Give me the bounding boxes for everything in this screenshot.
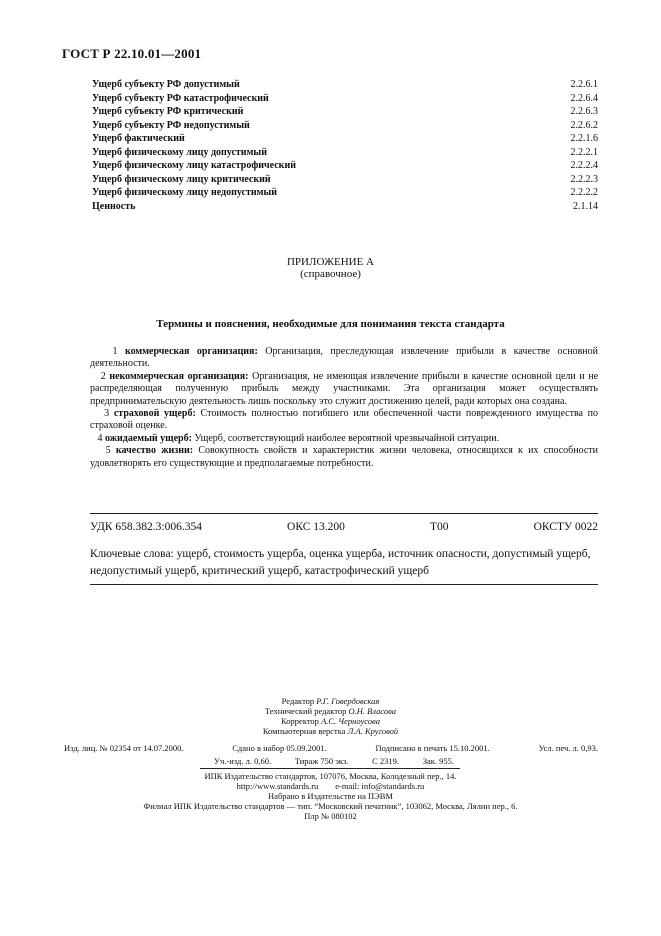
term-name: качество жизни:: [115, 445, 194, 457]
index-ref: 2.1.14: [573, 200, 598, 212]
editor-line: [0, 716, 661, 726]
index-ref: 2.2.2.1: [570, 146, 598, 158]
c-code: С 2319.: [372, 756, 399, 766]
imprint-block: [0, 771, 661, 821]
set-date: Сдано в набор 05.09.2001.: [232, 743, 327, 753]
term-paragraph: [90, 371, 598, 408]
print-sheets: Усл. печ. л. 0,93.: [538, 743, 598, 753]
editor-role: Технический редактор: [264, 706, 347, 716]
publishing-row-1: [64, 743, 598, 753]
index-term: Ущерб субъекту РФ недопустимый: [92, 119, 250, 131]
index-term: Ущерб фактический: [92, 133, 185, 144]
editor-name: Л.А. Круговой: [347, 726, 399, 736]
term-number: 3: [104, 408, 110, 420]
imprint-typeset: Набрано в Издательстве на ПЭВМ: [268, 791, 393, 801]
keywords: Ключевые слова: ущерб, стоимость ущерба, оценка ущерба, источник опасности, допустимый ущерб, недопустимый ущерб, критический ущерб, катастрофический ущерб: [90, 548, 591, 577]
okstu-code: ОКСТУ 0022: [533, 521, 598, 533]
index-entry: [92, 105, 598, 119]
term-text: Ущерб, соответствующий наиболее вероятной чрезвычайной ситуации.: [194, 432, 500, 444]
license: Изд. лиц. № 02354 от 14.07.2000.: [64, 743, 184, 753]
index-entry: [92, 200, 598, 214]
oks-code: ОКС 13.200: [287, 521, 345, 533]
term-name: ожидаемый ущерб:: [105, 432, 192, 444]
print-run: Тираж 750 экз.: [294, 756, 349, 766]
index-entry: [92, 173, 598, 187]
index-entry: [92, 159, 598, 173]
index-ref: 2.2.6.2: [570, 119, 598, 131]
print-date: Подписано в печать 15.10.2001.: [375, 743, 490, 753]
index-ref: 2.2.2.3: [570, 173, 598, 185]
index-entry: [92, 132, 598, 146]
editor-role: Корректор: [281, 716, 319, 726]
divider-imprint: [200, 768, 460, 769]
classification-row: [90, 521, 598, 533]
term-paragraph: [90, 408, 598, 433]
term-text: Стоимость полностью погибшего или обеспеченной части поврежденного имущества по страховой оценке.: [90, 408, 599, 432]
index-entry: [92, 186, 598, 200]
imprint-plr: Плр № 080102: [304, 811, 357, 821]
index-ref: 2.2.1.6: [570, 133, 598, 144]
index-ref: 2.2.2.4: [570, 160, 598, 171]
index-entry: [92, 146, 598, 160]
editor-role: Компьютерная верстка: [262, 726, 346, 736]
term-paragraph: [90, 445, 598, 470]
index-term: Ценность: [92, 200, 136, 212]
divider-bottom: [90, 584, 598, 585]
index-entry: [92, 119, 598, 133]
term-paragraph: [90, 433, 598, 445]
editor-line: [0, 706, 661, 716]
index-entry: [92, 78, 598, 92]
appendix-title: ПРИЛОЖЕНИЕ А: [286, 256, 374, 268]
index-entry: [92, 92, 598, 106]
email: e-mail: info@standards.ru: [335, 781, 425, 791]
index-ref: 2.2.6.1: [570, 79, 598, 90]
editor-line: [0, 726, 661, 736]
editor-role: Редактор: [281, 696, 315, 706]
term-text: Организация, преследующая извлечение прибыли в качестве основной деятельности.: [90, 346, 599, 370]
imprint-address: ИПК Издательство стандартов, 107076, Москва, Колодезный пер., 14.: [204, 771, 457, 781]
term-number: 1: [112, 346, 118, 357]
index-ref: 2.2.6.3: [570, 106, 598, 117]
term-index-list: [92, 78, 598, 213]
udk-code: УДК 658.382.3:006.354: [90, 521, 202, 533]
index-term: Ущерб физическому лицу критический: [92, 173, 271, 185]
terms-section: [90, 346, 598, 470]
term-name: некоммерческая организация:: [109, 370, 249, 382]
group-code: Т00: [429, 521, 449, 533]
imprint-contacts: [0, 781, 661, 791]
website-link: http://www.standards.ru: [236, 781, 319, 791]
term-number: 4: [97, 432, 103, 444]
term-text: Организация, не имеющая извлечение прибыли в качестве основной цели и не распределяющая полученную прибыль между участниками. Эта организация может осуществлять предпринимательскую деятельность лишь поскольку это служит достижению целей, ради которых она создана.: [90, 370, 599, 407]
term-name: страховой ущерб:: [113, 408, 196, 420]
term-paragraph: [90, 346, 598, 371]
term-name: коммерческая организация:: [124, 346, 258, 357]
divider-top: [90, 513, 598, 514]
appendix-subtitle: (справочное): [300, 268, 361, 280]
index-term: Ущерб физическому лицу допустимый: [92, 146, 267, 158]
term-number: 5: [105, 445, 111, 457]
index-term: Ущерб субъекту РФ критический: [92, 106, 244, 117]
editor-line: [0, 696, 661, 706]
editor-name: Р.Г. Говердовская: [316, 696, 380, 706]
index-term: Ущерб физическому лицу недопустимый: [92, 187, 278, 198]
imprint-branch: Филиал ИПК Издательство стандартов — тип. “Московский печатник”, 103062, Москва, Лялин пер., 6.: [143, 801, 518, 811]
pub-sheets: Уч.-изд. л. 0,60.: [214, 756, 272, 766]
index-ref: 2.2.6.4: [570, 92, 598, 104]
index-term: Ущерб субъекту РФ допустимый: [92, 79, 240, 90]
editor-name: О.Н. Власова: [348, 706, 397, 716]
term-number: 2: [100, 370, 106, 382]
index-term: Ущерб субъекту РФ катастрофический: [92, 92, 269, 104]
index-term: Ущерб физическому лицу катастрофический: [92, 160, 296, 171]
document-header: ГОСТ Р 22.10.01—2001: [62, 46, 202, 61]
term-text: Совокупность свойств и характеристик жизни человека, относящихся к их способности удовлетворять его существующие и предполагаемые потребности.: [90, 445, 599, 469]
section-heading: Термины и пояснения, необходимые для понимания текста стандарта: [156, 318, 505, 330]
editor-name: А.С. Черноусова: [321, 716, 380, 726]
editors-block: [0, 696, 661, 736]
publishing-row-2: [214, 756, 454, 766]
index-ref: 2.2.2.2: [570, 187, 598, 198]
order-number: Зак. 955.: [422, 756, 454, 766]
